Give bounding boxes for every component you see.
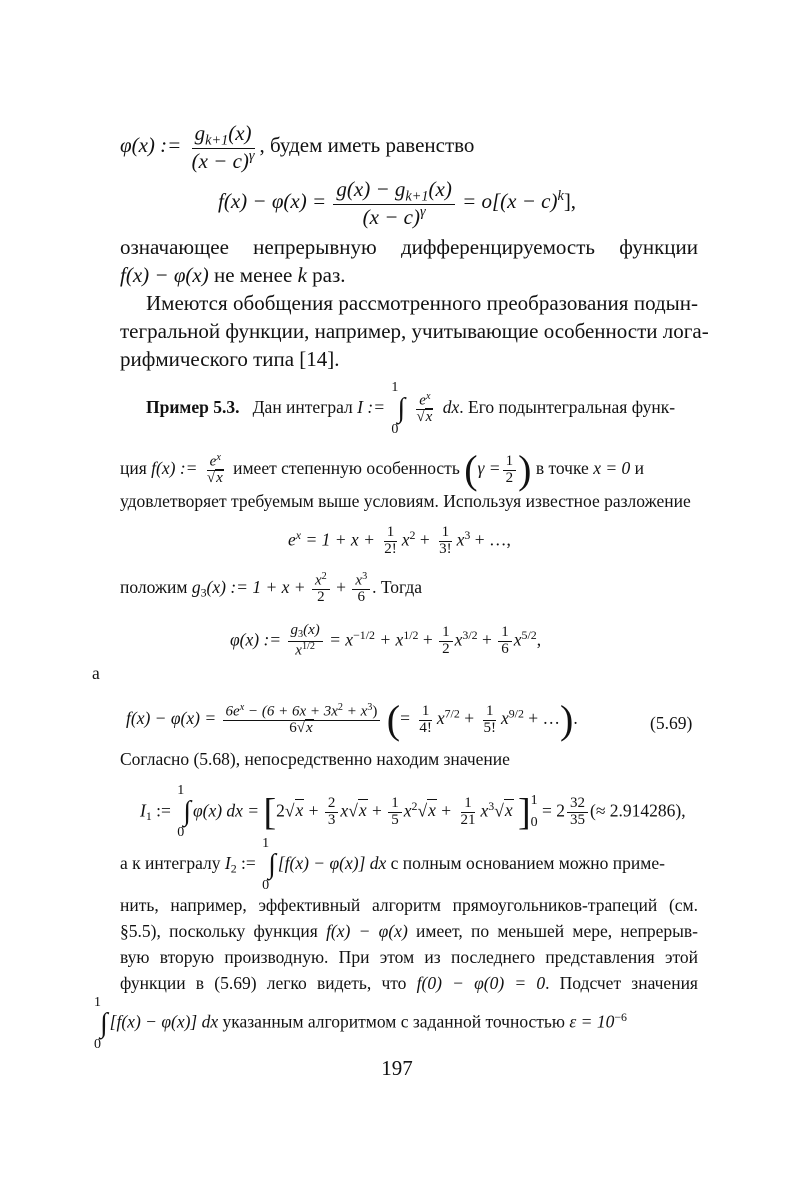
paragraph-line: нить, например, эффективный алгоритм прямоугольников-трапеций (см. — [120, 895, 698, 915]
text-line: ∫ 1 0 [f(x) − φ(x)] dx указанным алгоритмом с заданной точностью $\varepsilon = 10^{-6}$ — [94, 994, 627, 1052]
text-fragment: , будем иметь равенство — [259, 132, 475, 157]
exp-expansion: $e^x = 1 + x$ + $\frac{1}{2!}$ $x^2$ + $\frac{1}{3!}$ $x^3$ + …, — [288, 524, 511, 558]
paragraph-line: Имеются обобщения рассмотренного преобразования подын- — [146, 291, 698, 315]
phi-fraction: $\frac{g_{k+1}(x)}{(x - c)^\gamma}$ — [191, 121, 255, 174]
paragraph-line: функции в (5.69) легко видеть, что f(0) − φ(0) = 0. Подсчет значения — [120, 973, 698, 993]
equation-I1: $I_1$ := ∫ 1 0 φ(x) dx = [2√x + $\frac{2}{3}$ x√x + $\frac{1}{5}$ $x^2√x$ + $\frac{1}{21}$ $x^3√x$ ] 1 0 = 2 $\frac{32}{35}$ (≈ 2.914286), — [140, 783, 686, 841]
integral-sign: ∫ 1 0 — [391, 380, 406, 438]
example-heading-line: Пример 5.3. Дан интеграл I := ∫ 1 0 $\frac{e^x}{√x}$ dx. Его подынтегральная функ- — [146, 380, 676, 438]
text-line: ция f(x) := $\frac{e^x}{√x}$ имеет степенную особенность (γ = $\frac{1}{2}$ ) в точке x = 0 и — [120, 447, 645, 492]
text-line: f(x) − φ(x) не менее k раз. — [120, 263, 346, 287]
equation-5-69: f(x) − φ(x) = $\frac{6e^x - (6 + 6x + 3x^2 + x^3)}{6√x}$ (= $\frac{1}{4!}$ $x^{7/2}$ + $\frac{1}{5!}$ $x^{9/2}$ + …). — [126, 697, 578, 742]
paragraph-line: вую вторую производную. При этом из последнего представления этой — [120, 947, 698, 967]
paragraph-line: рифмического типа [14]. — [120, 347, 340, 371]
equation-f-minus-phi: f(x) − φ(x) = $\frac{g(x) - g_{k+1}(x)}{(x - c)^\gamma}$ = $o[(x - c)^k]$, — [218, 177, 577, 230]
equation-number: (5.69) — [650, 713, 693, 733]
paragraph-line: тегральной функции, например, учитывающие особенности лога- — [120, 319, 709, 343]
example-label: Пример 5.3. — [146, 397, 240, 418]
text-line: положим $g_3(x)$ := 1 + x + $\frac{x^2}{2}$ + $\frac{x^3}{6}$ . Тогда — [120, 571, 423, 606]
page-number: 197 — [381, 1056, 413, 1080]
phi-label: φ(x) := — [120, 132, 182, 157]
text-line: а к интегралу $I_2$ := ∫ 1 0 [f(x) − φ(x)] dx с полным основанием можно приме- — [120, 835, 665, 893]
paragraph-line: §5.5), поскольку функция f(x) − φ(x) имеет, по меньшей мере, непрерыв- — [120, 921, 698, 941]
phi-definition-line — [120, 122, 474, 172]
text-line: а — [92, 663, 100, 683]
phi-expansion: φ(x) := $\frac{g_3(x)}{x^{1/2}}$ = $x^{-1/2} + x^{1/2}$ + $\frac{1}{2}$ $x^{3/2}$ + $\frac{1}{6}$ $x^{5/2}$, — [230, 622, 542, 659]
text-line: удовлетворяет требуемым выше условиям. Используя известное разложение — [120, 491, 691, 511]
text-line: Согласно (5.68), непосредственно находим значение — [120, 749, 510, 769]
text-line: означающее непрерывную дифференцируемость функции — [120, 235, 698, 259]
